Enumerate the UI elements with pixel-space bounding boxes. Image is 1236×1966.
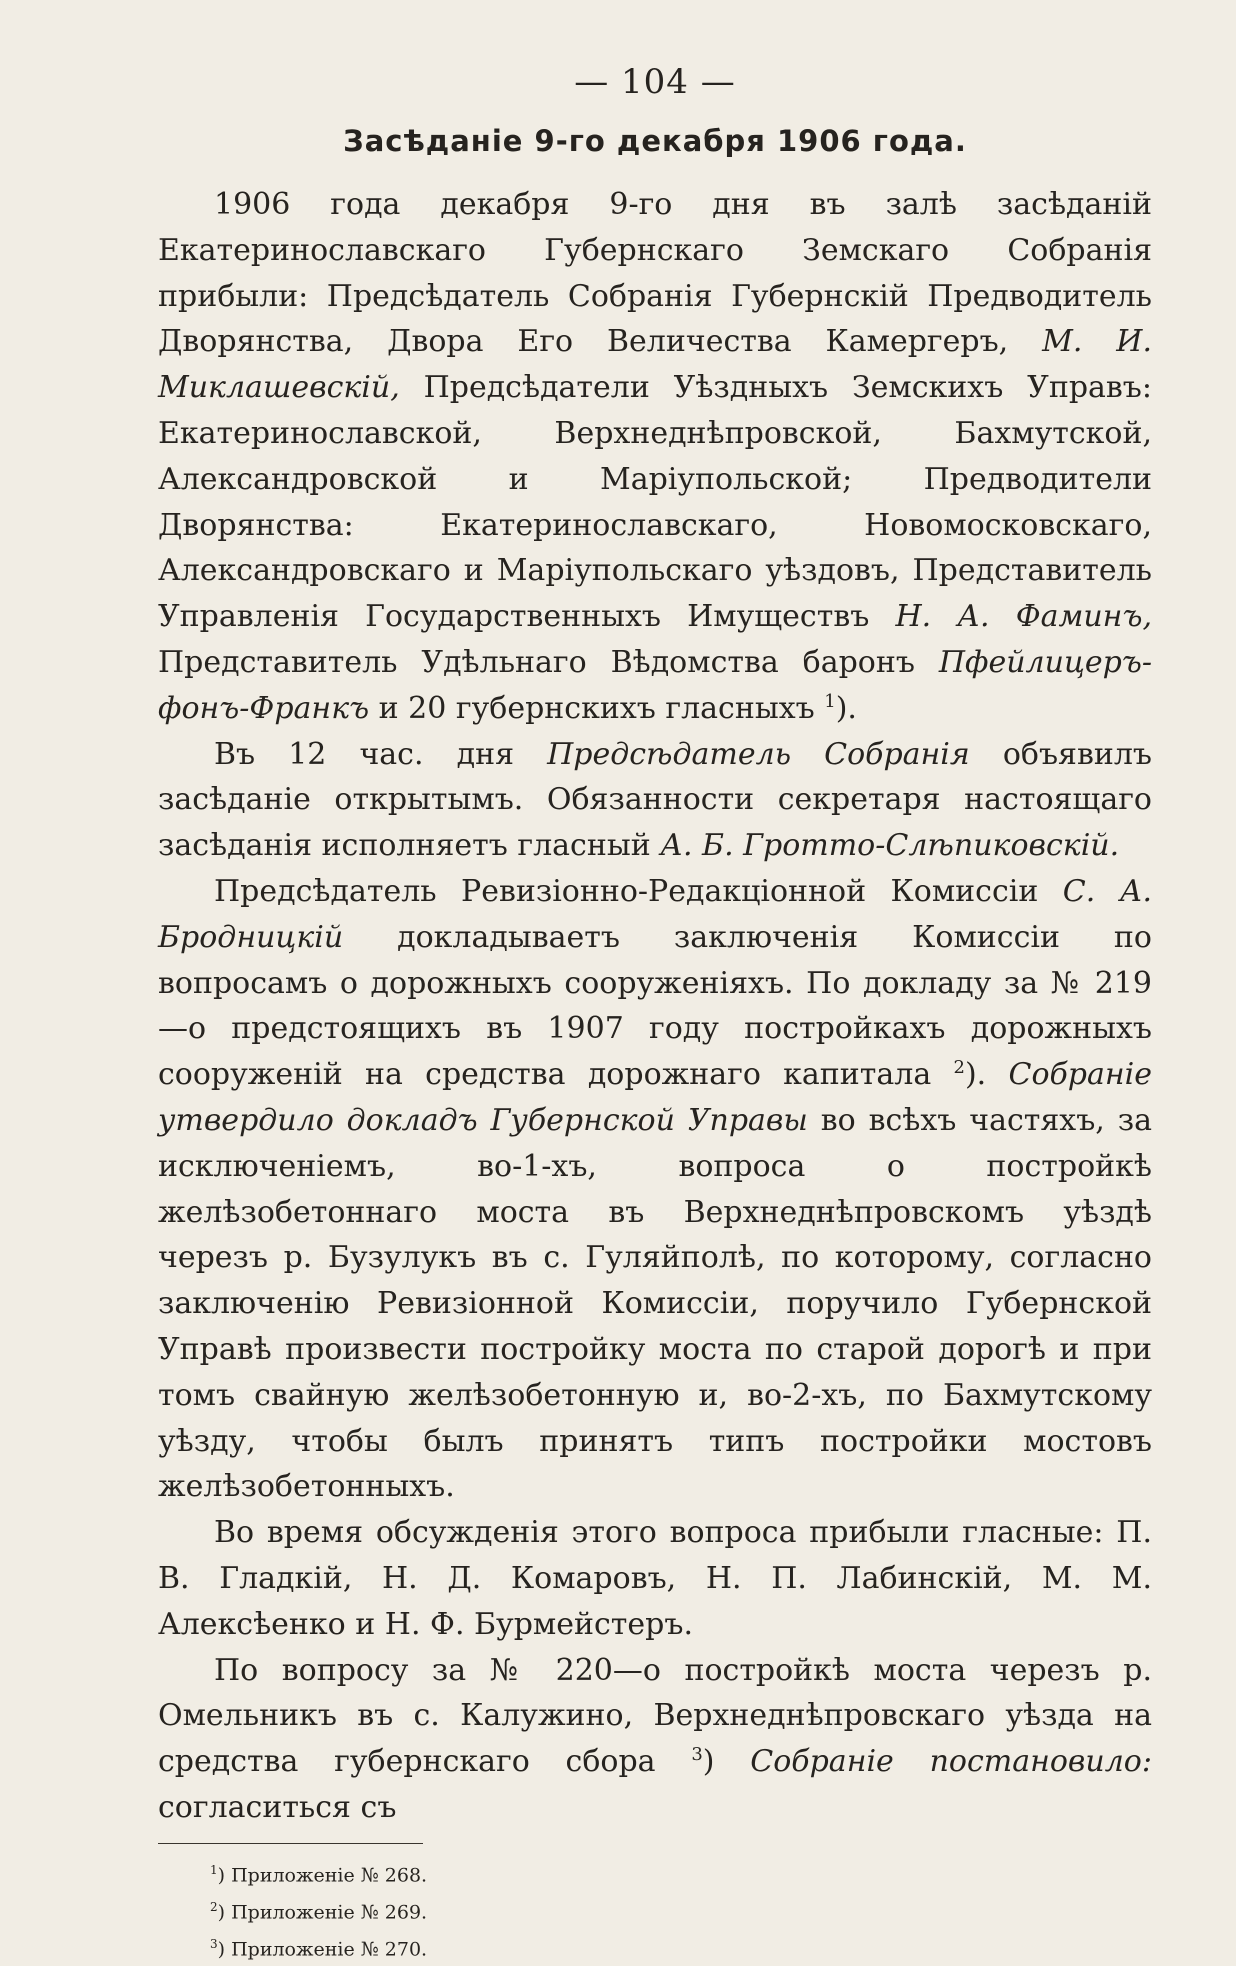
footnotes	[158, 1854, 1152, 1966]
body-text	[158, 182, 1152, 1831]
session-heading: Засѣданіе 9-го декабря 1906 года.	[343, 124, 967, 158]
footnote-ref-3: 3	[691, 1744, 703, 1766]
page-number: — 104 —	[574, 62, 736, 102]
footnote-divider	[158, 1843, 423, 1844]
paragraph-arrivals: Во время обсужденія этого вопроса прибыли гласные: П. В. Гладкій, Н. Д. Комаровъ, Н. П. Лабинскій, М. М. Алексѣенко и Н. Ф. Бурмейстеръ.	[158, 1515, 1152, 1642]
paragraph-opening: Въ 12 час. дня Предсѣдатель Собранія объявилъ засѣданіе открытымъ. Обязанности секретаря настоящаго засѣданія исполняетъ гласный А. Б. Гротто-Слѣпиковскій.	[158, 736, 1152, 864]
paragraph-attendance: 1906 года декабря 9-го дня въ залѣ засѣданій Екатеринославскаго Губернскаго Земскаго Собранія прибыли: Предсѣдатель Собранія Губернскій Предводитель Дворянства, Двора Его Величества Камергеръ, М. И. Миклашевскій, Предсѣдатели Уѣздныхъ Земскихъ Управъ: Екатеринославской, Верхнеднѣпровской, Бахмутской, Александровской и Маріупольской; Предводители Дворянства: Екатеринославскаго, Новомосковскаго, Александровскаго и Маріупольскаго уѣздовъ, Представитель Управленія Государственныхъ Имуществъ Н. А. Фаминъ, Представитель Удѣльнаго Вѣдомства баронъ Пфейлицеръ-фонъ-Франкъ и 20 губернскихъ гласныхъ $^1$).	[158, 187, 1152, 726]
paragraph-report-219: Предсѣдатель Ревизіонно-Редакціонной Комиссіи С. А. Бродницкій докладываетъ заключенія Комиссіи по вопросамъ о дорожныхъ сооруженіяхъ. По докладу за № 219—о предстоящихъ въ 1907 году постройкахъ дорожныхъ сооруженій на средства дорожнаго капитала $^2$). Собраніе утвердило докладъ Губернской Управы во всѣхъ частяхъ, за исключеніемъ, во-1-хъ, вопроса о постройкѣ желѣзобетоннаго моста въ Верхнеднѣпровскомъ уѣздѣ черезъ р. Бузулукъ въ с. Гуляйполѣ, по которому, согласно заключенію Ревизіонной Комиссіи, поручило Губернской Управѣ произвести постройку моста по старой дорогѣ и при томъ свайную желѣзобетонную и, во-2-хъ, по Бахмутскому уѣзду, чтобы былъ принятъ типъ постройки мостовъ желѣзобетонныхъ.	[158, 873, 1153, 1505]
footnote-item: $^2$) Приложеніе № 269.	[210, 1900, 428, 1924]
footnote-ref-2: 2	[953, 1057, 965, 1079]
paragraph-report-220: По вопросу за № 220—о постройкѣ моста черезъ р. Омельникъ въ с. Калужино, Верхнеднѣпровскаго уѣзда на средства губернскаго сбора $^3$) Собраніе постановило: согласиться съ	[158, 1652, 1152, 1825]
footnote-item: $^1$) Приложеніе № 268.	[210, 1862, 428, 1887]
footnote-item: $^3$) Приложеніе № 270.	[210, 1937, 428, 1961]
footnote-ref-1: 1	[824, 690, 836, 712]
